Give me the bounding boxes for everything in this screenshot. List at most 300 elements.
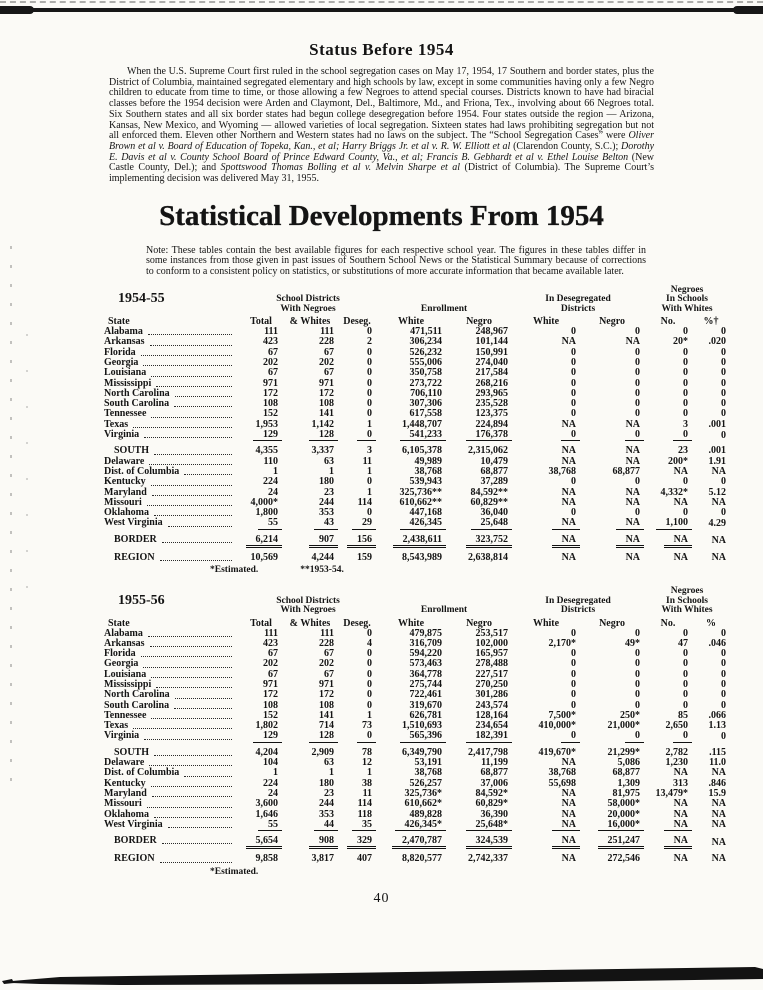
data-cell: 410,000* bbox=[538, 720, 577, 732]
data-cell: 108 bbox=[263, 398, 278, 410]
col-header-percent: % bbox=[706, 617, 717, 629]
state-name: Georgia bbox=[104, 356, 139, 368]
data-cell: NA bbox=[644, 820, 692, 831]
data-cell: 114 bbox=[357, 798, 373, 810]
data-cell: 0 bbox=[721, 627, 727, 639]
data-cell: 0 bbox=[571, 387, 577, 399]
data-cell: 971 bbox=[319, 377, 334, 389]
group-header-districts: Districts bbox=[560, 605, 596, 616]
dot-leader bbox=[151, 786, 232, 787]
data-cell: 228 bbox=[319, 336, 334, 348]
data-cell: 0 bbox=[635, 346, 641, 358]
data-cell: 67 bbox=[268, 648, 278, 660]
data-cell: 0 bbox=[580, 430, 644, 441]
data-cell: NA bbox=[561, 552, 577, 563]
state-name: West Virginia bbox=[104, 517, 163, 529]
data-cell: 0 bbox=[512, 430, 580, 441]
data-cell: 55 bbox=[240, 820, 282, 831]
body-text: (District of Columbia). The Supreme Court’s implementing decision was delivered May 31, 1955. bbox=[109, 162, 654, 185]
data-cell: .001 bbox=[708, 445, 727, 457]
data-cell: .066 bbox=[708, 709, 727, 721]
data-cell: 0 bbox=[571, 326, 577, 338]
data-cell: 156 bbox=[338, 535, 376, 548]
data-cell: 0 bbox=[367, 356, 373, 368]
data-cell: 419,670* bbox=[538, 746, 577, 758]
data-cell: 9,858 bbox=[255, 853, 278, 865]
data-cell: 526,257 bbox=[409, 777, 443, 789]
data-cell: 244 bbox=[319, 496, 334, 508]
data-cell: 316,709 bbox=[409, 637, 443, 649]
state-name: Missouri bbox=[104, 798, 142, 810]
data-cell: 47 bbox=[678, 637, 689, 649]
data-cell: 7,500* bbox=[548, 709, 577, 721]
dot-leader bbox=[144, 437, 232, 438]
data-cell: 128,164 bbox=[475, 709, 509, 721]
data-cell: 555,006 bbox=[409, 356, 443, 368]
data-cell: 0 bbox=[683, 476, 689, 488]
data-cell: 0 bbox=[721, 730, 727, 742]
data-cell: 200* bbox=[668, 455, 689, 467]
data-cell: 0 bbox=[683, 668, 689, 680]
data-cell: 0 bbox=[580, 731, 644, 742]
state-name: Oklahoma bbox=[104, 808, 150, 820]
data-cell: 0 bbox=[683, 507, 689, 519]
data-cell: NA bbox=[673, 798, 689, 810]
data-cell: 2,782 bbox=[665, 746, 689, 758]
dot-leader bbox=[141, 355, 232, 356]
data-cell: 4,244 bbox=[311, 552, 334, 563]
data-cell: 128 bbox=[282, 731, 338, 742]
group-header-row bbox=[104, 587, 730, 615]
col-header-number: No. bbox=[660, 316, 676, 328]
data-cell: 111 bbox=[320, 326, 334, 338]
data-cell: 447,168 bbox=[409, 507, 443, 519]
data-cell: 353 bbox=[319, 507, 334, 519]
data-cell: 307,306 bbox=[409, 398, 443, 410]
data-cell: 2,909 bbox=[311, 746, 334, 758]
data-cell: 0 bbox=[571, 699, 577, 711]
data-cell: 0 bbox=[571, 648, 577, 660]
data-cell: NA bbox=[561, 808, 577, 820]
group-header-in-desegregated: In Desegregated bbox=[545, 595, 611, 606]
data-cell: NA bbox=[512, 535, 580, 548]
scan-artifact-top-bar bbox=[0, 8, 763, 12]
data-cell: NA bbox=[561, 853, 577, 865]
state-name: Delaware bbox=[104, 757, 145, 769]
col-header-deseg-white: White bbox=[532, 617, 560, 629]
data-cell: 0 bbox=[683, 648, 689, 660]
state-name: Missouri bbox=[104, 496, 142, 508]
data-cell: 0 bbox=[721, 356, 727, 368]
data-cell: 67 bbox=[268, 668, 278, 680]
table-1954-55 bbox=[104, 286, 730, 563]
data-cell: 1,802 bbox=[255, 720, 278, 732]
dot-leader bbox=[168, 526, 232, 527]
data-cell: 85 bbox=[678, 709, 689, 721]
data-cell: 714 bbox=[319, 720, 334, 732]
data-cell: NA bbox=[625, 336, 641, 348]
data-cell: 319,670 bbox=[409, 699, 443, 711]
data-cell: 541,233 bbox=[376, 430, 446, 441]
dot-leader bbox=[152, 796, 232, 797]
section-title-status-before-1954: Status Before 1954 bbox=[309, 40, 454, 59]
data-cell: 324,539 bbox=[446, 836, 512, 849]
data-cell: 2,438,611 bbox=[376, 535, 446, 548]
data-cell: 2,417,798 bbox=[468, 746, 509, 758]
data-cell: 0 bbox=[721, 648, 727, 660]
state-name: SOUTH bbox=[114, 445, 150, 457]
data-cell: 301,286 bbox=[475, 689, 509, 701]
data-cell: 1 bbox=[367, 418, 373, 430]
state-name: Alabama bbox=[104, 627, 143, 639]
data-cell: 3 bbox=[683, 418, 689, 430]
col-header-deseg-negro: Negro bbox=[599, 617, 625, 629]
data-cell: 129 bbox=[240, 731, 282, 742]
data-cell: 0 bbox=[683, 627, 689, 639]
data-cell: 8,543,989 bbox=[402, 552, 443, 563]
data-cell: 81,975 bbox=[612, 787, 641, 799]
data-cell: 44 bbox=[282, 820, 338, 831]
data-cell: 0 bbox=[367, 408, 373, 420]
row-label bbox=[104, 854, 240, 864]
data-cell: 141 bbox=[319, 709, 334, 721]
state-name: West Virginia bbox=[104, 818, 163, 830]
data-cell: 0 bbox=[683, 346, 689, 358]
data-cell: 108 bbox=[319, 398, 334, 410]
col-header-and-whites: & Whites bbox=[289, 617, 331, 629]
data-cell: NA bbox=[673, 808, 689, 820]
dot-leader bbox=[174, 406, 232, 407]
group-header-enrollment: Enrollment bbox=[420, 303, 468, 314]
table-wrap-1954-55 bbox=[104, 286, 763, 575]
data-cell: 35 bbox=[338, 820, 376, 831]
case-name-italic: Oliver Brown et al v. Board of Education of Topeka, Kan., et al; Harry Briggs Jr. et al v. R. W. Elliott et al bbox=[109, 130, 654, 152]
table-row bbox=[104, 368, 730, 378]
data-cell: .020 bbox=[708, 336, 727, 348]
data-cell: 0 bbox=[635, 387, 641, 399]
data-cell: 0 bbox=[721, 679, 727, 690]
data-cell: 0 bbox=[721, 408, 727, 420]
data-cell: NA bbox=[561, 445, 577, 457]
state-name: Dist. of Columbia bbox=[104, 465, 180, 477]
data-cell: NA bbox=[711, 767, 727, 779]
data-cell: 37,006 bbox=[480, 777, 509, 789]
dot-leader bbox=[154, 515, 232, 516]
data-cell: 104 bbox=[263, 757, 278, 769]
data-cell: NA bbox=[512, 518, 580, 529]
data-cell: 13,479* bbox=[655, 787, 689, 799]
table-1955-56 bbox=[104, 587, 730, 864]
data-cell: 38,768 bbox=[548, 767, 577, 779]
data-cell: 526,232 bbox=[409, 346, 443, 358]
data-cell: 58,000* bbox=[607, 798, 641, 810]
body-text: (New Castle County, Del.); and bbox=[109, 151, 654, 174]
data-cell: 152 bbox=[263, 709, 278, 721]
table-row bbox=[104, 518, 730, 529]
dot-leader bbox=[154, 817, 232, 818]
data-cell: 53,191 bbox=[414, 757, 443, 769]
data-cell: 272,546 bbox=[607, 853, 641, 865]
data-cell: 0 bbox=[571, 398, 577, 410]
dot-leader bbox=[156, 687, 232, 688]
data-cell: 0 bbox=[721, 346, 727, 358]
data-cell: 0 bbox=[571, 377, 577, 389]
data-cell: 2 bbox=[367, 336, 373, 348]
data-cell: 0 bbox=[635, 356, 641, 368]
state-name: Louisiana bbox=[104, 668, 147, 680]
data-cell: 0 bbox=[721, 377, 727, 389]
data-cell: 293,965 bbox=[475, 387, 509, 399]
data-cell: 722,461 bbox=[409, 689, 443, 701]
data-cell: 60,829* bbox=[475, 798, 509, 810]
data-cell: NA bbox=[711, 465, 727, 477]
group-header-in-schools: In Schools bbox=[666, 595, 709, 606]
dot-leader bbox=[144, 739, 232, 740]
data-cell: 129 bbox=[240, 430, 282, 441]
data-cell: 55,698 bbox=[548, 777, 577, 789]
data-cell: 0 bbox=[571, 679, 577, 690]
data-cell: .001 bbox=[708, 418, 727, 430]
data-cell: 426,345* bbox=[376, 820, 446, 831]
data-cell: 1.91 bbox=[708, 455, 727, 467]
data-cell: 73 bbox=[362, 720, 373, 732]
data-cell: 0 bbox=[683, 377, 689, 389]
data-cell: NA bbox=[625, 552, 641, 563]
group-header-districts: Districts bbox=[560, 303, 596, 314]
dot-leader bbox=[152, 495, 232, 496]
data-cell: 202 bbox=[319, 658, 334, 670]
data-cell: 108 bbox=[263, 699, 278, 711]
data-cell: 1,230 bbox=[665, 757, 689, 769]
data-cell: 11,199 bbox=[481, 757, 509, 769]
table-footnotes-1955-56 bbox=[210, 867, 763, 877]
table-footnotes-1954-55 bbox=[210, 565, 763, 575]
data-cell: 4,355 bbox=[255, 445, 278, 457]
dot-leader bbox=[160, 862, 232, 863]
data-cell: 3,600 bbox=[255, 798, 278, 810]
data-cell: 5.12 bbox=[708, 486, 727, 498]
data-cell: NA bbox=[580, 518, 644, 529]
state-name: South Carolina bbox=[104, 398, 170, 410]
data-cell: 67 bbox=[324, 367, 334, 379]
dot-leader bbox=[147, 505, 232, 506]
data-cell: 0 bbox=[367, 326, 373, 338]
data-cell: 6,105,378 bbox=[402, 445, 443, 457]
data-cell: NA bbox=[673, 767, 689, 779]
dot-leader bbox=[184, 474, 232, 475]
data-cell: 0 bbox=[635, 658, 641, 670]
data-cell: 6,349,790 bbox=[402, 746, 443, 758]
data-cell: 0 bbox=[367, 377, 373, 389]
data-cell: 67 bbox=[324, 346, 334, 358]
dot-leader bbox=[175, 698, 232, 699]
data-cell: 180 bbox=[319, 777, 334, 789]
main-title-statistical-developments: Statistical Developments From 1954 bbox=[159, 199, 604, 232]
data-cell: 250* bbox=[620, 709, 641, 721]
data-cell: 102,000 bbox=[475, 637, 509, 649]
scan-artifact-left-noise bbox=[10, 230, 12, 790]
dot-leader bbox=[151, 485, 232, 486]
data-cell: 0 bbox=[635, 408, 641, 420]
data-cell: 0 bbox=[338, 430, 376, 441]
data-cell: NA bbox=[561, 336, 577, 348]
data-cell: 101,144 bbox=[475, 336, 509, 348]
data-cell: NA bbox=[711, 496, 727, 508]
data-cell: 150,991 bbox=[475, 346, 509, 358]
data-cell: NA bbox=[711, 798, 727, 810]
col-header-percent: %† bbox=[703, 316, 719, 328]
data-cell: 68,877 bbox=[612, 767, 641, 779]
data-cell: 111 bbox=[264, 627, 278, 639]
data-cell: 29 bbox=[338, 518, 376, 529]
state-name: North Carolina bbox=[104, 689, 170, 701]
data-cell: 0 bbox=[635, 476, 641, 488]
data-cell: 0 bbox=[571, 346, 577, 358]
table-row bbox=[104, 430, 730, 441]
row-label bbox=[104, 368, 240, 378]
data-cell: 971 bbox=[263, 377, 278, 389]
data-cell: 0 bbox=[571, 507, 577, 519]
data-cell: 0 bbox=[635, 689, 641, 701]
state-name: Louisiana bbox=[104, 367, 147, 379]
page-number: 40 bbox=[373, 890, 390, 906]
data-cell: 20* bbox=[673, 336, 689, 348]
data-cell: 0 bbox=[571, 627, 577, 639]
data-cell: 275,744 bbox=[409, 679, 443, 690]
data-cell: 36,040 bbox=[480, 507, 509, 519]
dot-leader bbox=[143, 667, 232, 668]
scan-artifact-top-bar-left bbox=[0, 6, 34, 14]
data-cell: 0 bbox=[683, 398, 689, 410]
dot-leader bbox=[151, 718, 232, 719]
data-cell: NA bbox=[561, 486, 577, 498]
state-name: Maryland bbox=[104, 787, 147, 799]
data-cell: NA bbox=[673, 552, 689, 563]
data-cell: 67 bbox=[324, 668, 334, 680]
data-cell: 128 bbox=[282, 430, 338, 441]
data-cell: 610,662* bbox=[404, 798, 443, 810]
data-cell: 25,648 bbox=[446, 518, 512, 529]
data-cell: NA bbox=[625, 496, 641, 508]
data-cell: 0 bbox=[367, 367, 373, 379]
data-cell: NA bbox=[644, 535, 692, 548]
state-name: Mississippi bbox=[104, 679, 152, 690]
data-cell: 180 bbox=[319, 476, 334, 488]
data-cell: 0 bbox=[635, 398, 641, 410]
data-cell: 0 bbox=[367, 507, 373, 519]
data-cell: 364,778 bbox=[409, 668, 443, 680]
dot-leader bbox=[133, 427, 232, 428]
data-cell: 610,662** bbox=[399, 496, 443, 508]
data-cell: 1 bbox=[329, 465, 334, 477]
data-cell: 313 bbox=[673, 777, 689, 789]
data-cell: 202 bbox=[263, 356, 278, 368]
data-cell: 0 bbox=[635, 668, 641, 680]
group-header-negroes: Negroes bbox=[670, 284, 704, 295]
data-cell: NA bbox=[644, 836, 692, 849]
data-cell: NA bbox=[561, 496, 577, 508]
dot-leader bbox=[162, 843, 232, 844]
dot-leader bbox=[156, 386, 232, 387]
data-cell: NA bbox=[625, 455, 641, 467]
dot-leader bbox=[148, 334, 232, 335]
table-wrap-1955-56 bbox=[104, 587, 763, 876]
data-cell: 84,592* bbox=[475, 787, 509, 799]
col-header-enrollment-negro: Negro bbox=[466, 316, 492, 328]
data-cell: .846 bbox=[708, 777, 727, 789]
data-cell: 68,877 bbox=[480, 767, 509, 779]
data-cell: 224 bbox=[263, 777, 278, 789]
data-cell: NA bbox=[625, 486, 641, 498]
data-cell: 165,957 bbox=[475, 648, 509, 660]
data-cell: 67 bbox=[268, 367, 278, 379]
data-cell: 11 bbox=[362, 787, 373, 799]
data-cell: 234,654 bbox=[475, 720, 509, 732]
data-cell: 0 bbox=[683, 326, 689, 338]
group-header-negroes: Negroes bbox=[670, 586, 704, 597]
data-cell: 21,299* bbox=[607, 746, 641, 758]
state-name: North Carolina bbox=[104, 387, 170, 399]
footnote-1953-54: **1953-54. bbox=[300, 565, 344, 576]
col-header-deseg-white: White bbox=[532, 316, 560, 328]
data-cell: 1 bbox=[367, 767, 373, 779]
scan-artifact-top-bar-right bbox=[733, 6, 763, 14]
data-cell: 0 bbox=[571, 476, 577, 488]
data-cell: 1,309 bbox=[617, 777, 641, 789]
data-cell: NA bbox=[711, 535, 727, 547]
data-cell: 78 bbox=[362, 746, 373, 758]
scan-artifact-top-dashed-line bbox=[0, 1, 763, 3]
row-label bbox=[104, 553, 240, 563]
dot-leader bbox=[151, 417, 232, 418]
dot-leader bbox=[150, 345, 232, 346]
data-cell: 0 bbox=[721, 367, 727, 379]
dot-leader bbox=[184, 776, 232, 777]
table-row bbox=[104, 553, 730, 563]
data-cell: 49* bbox=[625, 637, 641, 649]
group-header-row bbox=[104, 286, 730, 314]
dot-leader bbox=[160, 560, 232, 561]
data-cell: NA bbox=[673, 853, 689, 865]
data-cell: 971 bbox=[319, 679, 334, 690]
data-cell: NA bbox=[561, 798, 577, 810]
data-cell: 2,638,814 bbox=[468, 552, 509, 563]
dot-leader bbox=[150, 646, 232, 647]
table-row bbox=[104, 477, 730, 487]
data-cell: 573,463 bbox=[409, 658, 443, 670]
data-cell: 1,448,707 bbox=[402, 418, 443, 430]
data-cell: 0 bbox=[683, 387, 689, 399]
data-cell: 11 bbox=[362, 455, 373, 467]
state-name: Tennessee bbox=[104, 408, 147, 420]
data-cell: 172 bbox=[319, 387, 334, 399]
data-cell: 123,375 bbox=[475, 408, 509, 420]
data-cell: 23 bbox=[678, 445, 689, 457]
data-cell: 253,517 bbox=[475, 627, 509, 639]
data-cell: 0 bbox=[721, 689, 727, 701]
data-cell: 202 bbox=[263, 658, 278, 670]
col-header-deseg: Deseg. bbox=[343, 316, 371, 328]
data-cell: 0 bbox=[721, 699, 727, 711]
data-cell: 172 bbox=[263, 387, 278, 399]
data-cell: 1 bbox=[367, 486, 373, 498]
data-cell: 274,040 bbox=[475, 356, 509, 368]
data-cell: 38,768 bbox=[414, 767, 443, 779]
data-cell: 626,781 bbox=[409, 709, 443, 721]
data-cell: 0 bbox=[683, 658, 689, 670]
data-cell: 350,758 bbox=[409, 367, 443, 379]
data-cell: 111 bbox=[264, 326, 278, 338]
